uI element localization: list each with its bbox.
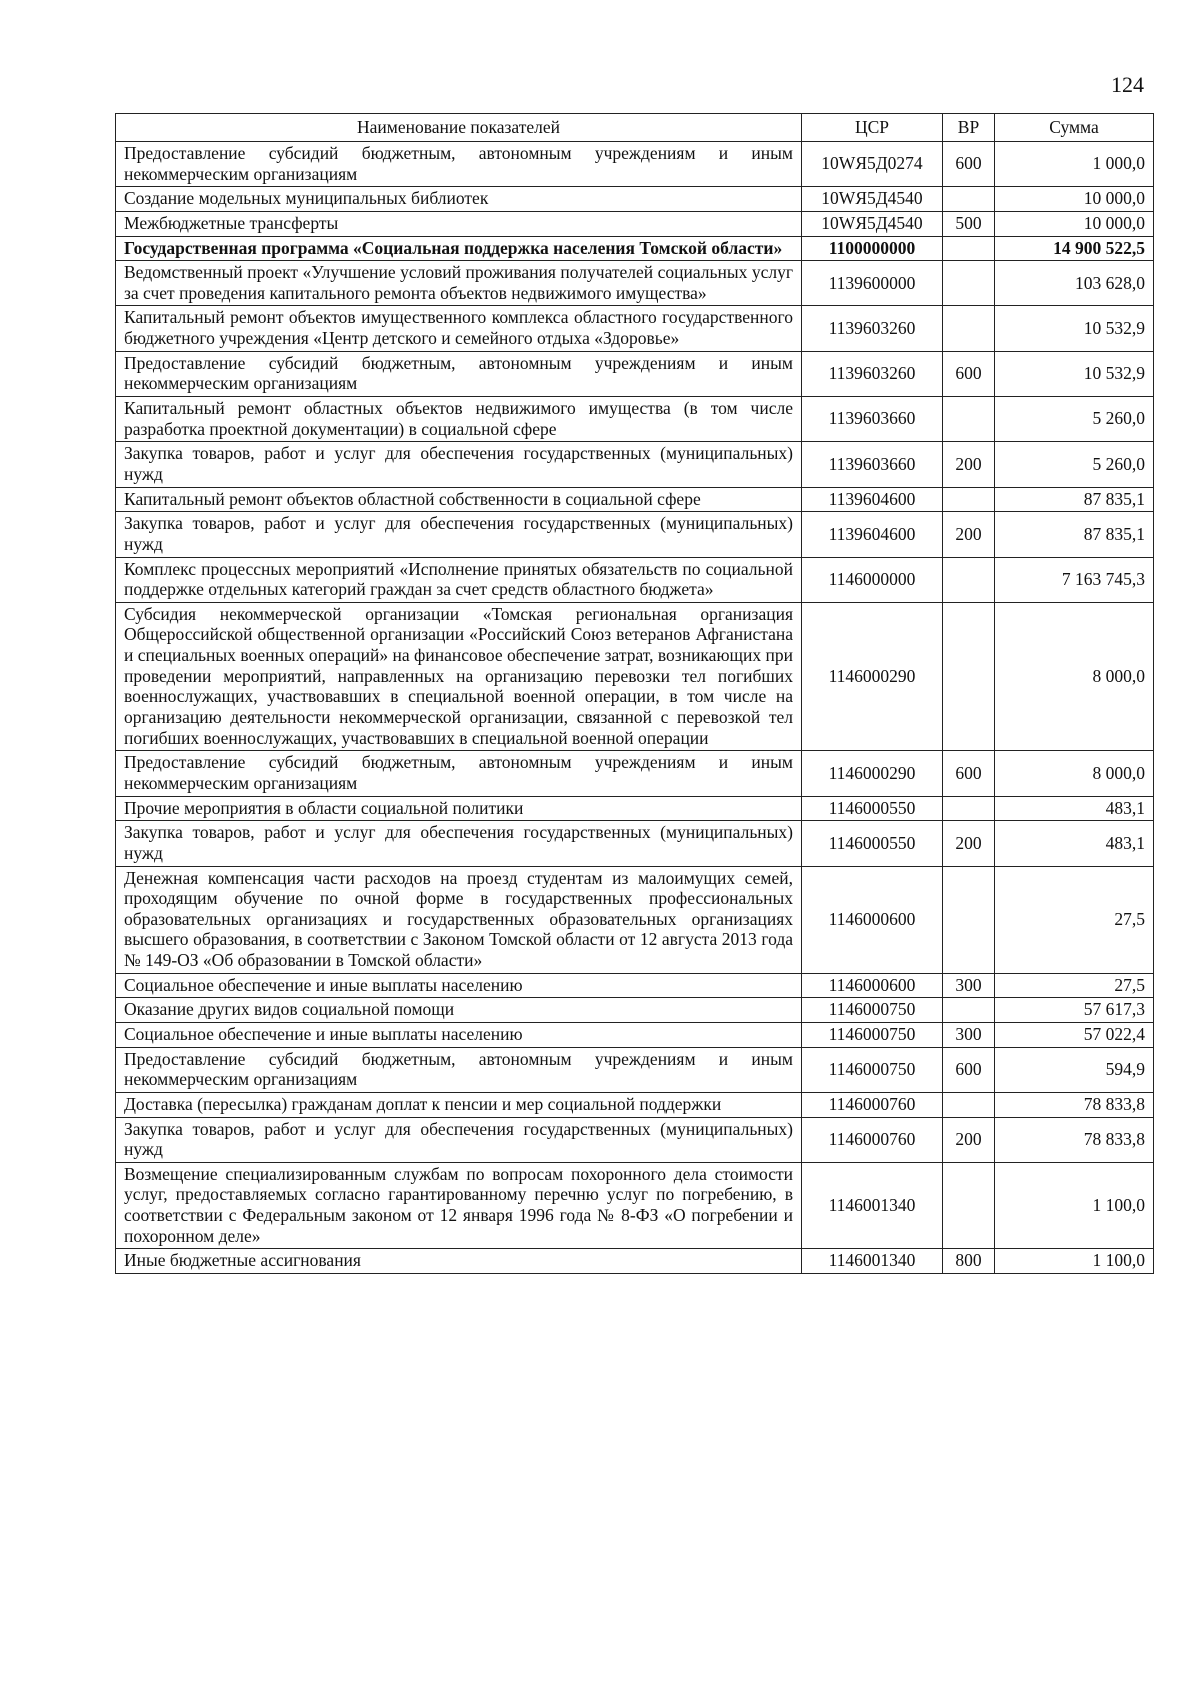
row-sum-cell: 103 628,0 (995, 261, 1154, 306)
row-vr-cell (943, 796, 995, 821)
row-csr-cell: 10WЯ5Д0274 (802, 142, 943, 187)
row-name-cell: Предоставление субсидий бюджетным, автономным учреждениям и иным некоммерческим организациям (116, 142, 802, 187)
table-row (116, 751, 1154, 796)
row-name-cell: Закупка товаров, работ и услуг для обеспечения государственных (муниципальных) нужд (116, 1117, 802, 1162)
budget-table (115, 113, 1154, 1274)
row-csr-cell: 1139603260 (802, 306, 943, 351)
row-csr-cell: 1100000000 (802, 236, 943, 261)
table-row (116, 261, 1154, 306)
table-row (116, 1022, 1154, 1047)
row-name-cell: Денежная компенсация части расходов на проезд студентам из малоимущих семей, проходящим обучение по очной форме в государственных профессиональных образовательных организациях и государственных образовательных организациях высшего образования, в соответствии с Законом Томской области от 12 августа 2013 года № 149-ОЗ «Об образовании в Томской области» (116, 866, 802, 973)
row-name-cell: Доставка (пересылка) гражданам доплат к пенсии и мер социальной поддержки (116, 1092, 802, 1117)
table-row (116, 1092, 1154, 1117)
row-csr-cell: 1146000550 (802, 796, 943, 821)
table-body (116, 142, 1154, 1274)
row-csr-cell: 1146000290 (802, 751, 943, 796)
row-csr-cell: 1139603660 (802, 397, 943, 442)
row-sum-cell: 483,1 (995, 796, 1154, 821)
row-csr-cell: 1139604600 (802, 512, 943, 557)
row-vr-cell (943, 236, 995, 261)
row-name-cell: Закупка товаров, работ и услуг для обеспечения государственных (муниципальных) нужд (116, 821, 802, 866)
row-vr-cell: 200 (943, 512, 995, 557)
row-name-cell: Капитальный ремонт объектов областной собственности в социальной сфере (116, 487, 802, 512)
row-name-cell: Социальное обеспечение и иные выплаты населению (116, 1022, 802, 1047)
row-vr-cell: 800 (943, 1249, 995, 1274)
row-vr-cell (943, 1092, 995, 1117)
row-vr-cell (943, 261, 995, 306)
table-row (116, 211, 1154, 236)
row-sum-cell: 1 100,0 (995, 1249, 1154, 1274)
row-name-cell: Комплекс процессных мероприятий «Исполнение принятых обязательств по социальной поддержке отдельных категорий граждан за счет средств областного бюджета» (116, 557, 802, 602)
row-sum-cell: 10 000,0 (995, 211, 1154, 236)
row-sum-cell: 57 617,3 (995, 998, 1154, 1023)
row-name-cell: Государственная программа «Социальная поддержка населения Томской области» (116, 236, 802, 261)
table-row (116, 1117, 1154, 1162)
row-csr-cell: 1146000750 (802, 1022, 943, 1047)
row-vr-cell: 200 (943, 1117, 995, 1162)
row-vr-cell (943, 998, 995, 1023)
table-row (116, 351, 1154, 396)
row-sum-cell: 7 163 745,3 (995, 557, 1154, 602)
row-csr-cell: 10WЯ5Д4540 (802, 187, 943, 212)
row-sum-cell: 1 100,0 (995, 1162, 1154, 1249)
row-name-cell: Оказание других видов социальной помощи (116, 998, 802, 1023)
header-csr: ЦСР (802, 114, 943, 142)
row-vr-cell: 600 (943, 1047, 995, 1092)
row-vr-cell (943, 1162, 995, 1249)
row-vr-cell (943, 487, 995, 512)
row-vr-cell (943, 866, 995, 973)
row-sum-cell: 27,5 (995, 973, 1154, 998)
row-sum-cell: 87 835,1 (995, 487, 1154, 512)
table-row (116, 1047, 1154, 1092)
row-name-cell: Социальное обеспечение и иные выплаты населению (116, 973, 802, 998)
row-sum-cell: 1 000,0 (995, 142, 1154, 187)
row-vr-cell: 200 (943, 821, 995, 866)
row-name-cell: Межбюджетные трансферты (116, 211, 802, 236)
row-vr-cell (943, 557, 995, 602)
table-row (116, 602, 1154, 750)
row-csr-cell: 1139603260 (802, 351, 943, 396)
table-row (116, 397, 1154, 442)
row-vr-cell (943, 187, 995, 212)
row-sum-cell: 594,9 (995, 1047, 1154, 1092)
row-name-cell: Предоставление субсидий бюджетным, автономным учреждениям и иным некоммерческим организациям (116, 1047, 802, 1092)
table-row (116, 998, 1154, 1023)
row-name-cell: Возмещение специализированным службам по вопросам похоронного дела стоимости услуг, предоставляемых согласно гарантированному перечню услуг по погребению, в соответствии с Федеральным законом от 12 января 1996 года № 8-ФЗ «О погребении и похоронном деле» (116, 1162, 802, 1249)
row-csr-cell: 1146000760 (802, 1117, 943, 1162)
row-csr-cell: 1146000600 (802, 866, 943, 973)
table-row (116, 1249, 1154, 1274)
table-row (116, 306, 1154, 351)
row-sum-cell: 483,1 (995, 821, 1154, 866)
row-name-cell: Предоставление субсидий бюджетным, автономным учреждениям и иным некоммерческим организациям (116, 351, 802, 396)
row-name-cell: Субсидия некоммерческой организации «Томская региональная организация Общероссийской общественной организации «Российский Союз ветеранов Афганистана и специальных военных операций» на финансовое обеспечение затрат, возникающих при проведении мероприятий, направленных на организацию перевозки тел погибших военнослужащих, участвовавших в специальной военной операции, в том числе на организацию деятельности некоммерческой организации, связанной с перевозкой тел погибших военнослужащих, участвовавших в специальной военной операции (116, 602, 802, 750)
row-csr-cell: 1146000760 (802, 1092, 943, 1117)
table-row (116, 487, 1154, 512)
row-sum-cell: 8 000,0 (995, 751, 1154, 796)
row-vr-cell: 300 (943, 973, 995, 998)
row-csr-cell: 1139604600 (802, 487, 943, 512)
row-sum-cell: 14 900 522,5 (995, 236, 1154, 261)
table-row (116, 512, 1154, 557)
table-row (116, 796, 1154, 821)
row-csr-cell: 1139600000 (802, 261, 943, 306)
row-vr-cell: 500 (943, 211, 995, 236)
row-csr-cell: 1146001340 (802, 1249, 943, 1274)
row-name-cell: Прочие мероприятия в области социальной политики (116, 796, 802, 821)
table-row (116, 187, 1154, 212)
table-row (116, 236, 1154, 261)
row-sum-cell: 10 000,0 (995, 187, 1154, 212)
table-header-row (116, 114, 1154, 142)
row-sum-cell: 10 532,9 (995, 351, 1154, 396)
row-name-cell: Предоставление субсидий бюджетным, автономным учреждениям и иным некоммерческим организациям (116, 751, 802, 796)
row-name-cell: Закупка товаров, работ и услуг для обеспечения государственных (муниципальных) нужд (116, 442, 802, 487)
row-sum-cell: 10 532,9 (995, 306, 1154, 351)
row-vr-cell: 600 (943, 751, 995, 796)
row-sum-cell: 27,5 (995, 866, 1154, 973)
row-sum-cell: 78 833,8 (995, 1117, 1154, 1162)
header-sum: Сумма (995, 114, 1154, 142)
row-sum-cell: 87 835,1 (995, 512, 1154, 557)
row-csr-cell: 1146000290 (802, 602, 943, 750)
header-name: Наименование показателей (116, 114, 802, 142)
row-name-cell: Капитальный ремонт объектов имущественного комплекса областного государственного бюджетного учреждения «Центр детского и семейного отдыха «Здоровье» (116, 306, 802, 351)
row-sum-cell: 78 833,8 (995, 1092, 1154, 1117)
row-sum-cell: 5 260,0 (995, 442, 1154, 487)
row-name-cell: Закупка товаров, работ и услуг для обеспечения государственных (муниципальных) нужд (116, 512, 802, 557)
row-name-cell: Иные бюджетные ассигнования (116, 1249, 802, 1274)
row-vr-cell: 300 (943, 1022, 995, 1047)
row-name-cell: Ведомственный проект «Улучшение условий проживания получателей социальных услуг за счет проведения капитального ремонта объектов недвижимого имущества» (116, 261, 802, 306)
row-name-cell: Создание модельных муниципальных библиотек (116, 187, 802, 212)
table-row (116, 866, 1154, 973)
row-name-cell: Капитальный ремонт областных объектов недвижимого имущества (в том числе разработка проектной документации) в социальной сфере (116, 397, 802, 442)
row-csr-cell: 1146000750 (802, 1047, 943, 1092)
table-row (116, 557, 1154, 602)
row-csr-cell: 1146000750 (802, 998, 943, 1023)
page-number: 124 (1111, 72, 1144, 97)
row-csr-cell: 1146000600 (802, 973, 943, 998)
row-sum-cell: 5 260,0 (995, 397, 1154, 442)
row-vr-cell: 200 (943, 442, 995, 487)
row-vr-cell (943, 602, 995, 750)
table-row (116, 142, 1154, 187)
row-sum-cell: 8 000,0 (995, 602, 1154, 750)
row-vr-cell: 600 (943, 142, 995, 187)
row-vr-cell (943, 397, 995, 442)
row-csr-cell: 10WЯ5Д4540 (802, 211, 943, 236)
header-vr: ВР (943, 114, 995, 142)
table-row (116, 821, 1154, 866)
row-vr-cell (943, 306, 995, 351)
row-csr-cell: 1139603660 (802, 442, 943, 487)
table-row (116, 1162, 1154, 1249)
row-csr-cell: 1146000550 (802, 821, 943, 866)
table-row (116, 973, 1154, 998)
row-vr-cell: 600 (943, 351, 995, 396)
row-csr-cell: 1146000000 (802, 557, 943, 602)
row-csr-cell: 1146001340 (802, 1162, 943, 1249)
row-sum-cell: 57 022,4 (995, 1022, 1154, 1047)
table-row (116, 442, 1154, 487)
